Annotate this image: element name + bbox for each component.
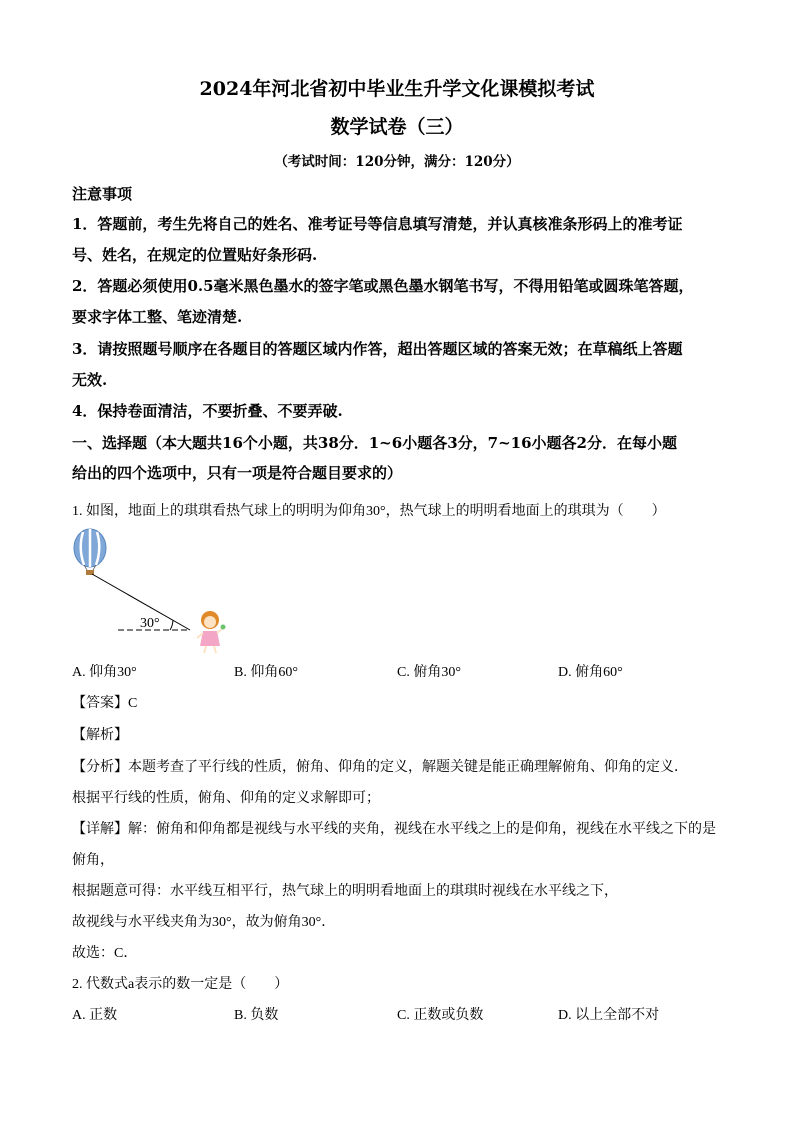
question-1-answer: 【答案】C bbox=[72, 696, 138, 711]
notice-item: 无效. bbox=[72, 371, 108, 389]
analysis-line: 根据题意可得：水平线互相平行，热气球上的明明看地面上的琪琪时视线在水平线之下， bbox=[72, 884, 618, 899]
analysis-line: 根据平行线的性质，俯角、仰角的定义求解即可； bbox=[72, 791, 380, 806]
question-2-option-d: D. 以上全部不对 bbox=[558, 1008, 660, 1023]
notice-item: 2．答题必须使用0.5毫米黑色墨水的签字笔或黑色墨水钢笔书写，不得用铅笔或圆珠笔答题， bbox=[72, 277, 694, 295]
angle-arc bbox=[170, 620, 173, 630]
analysis-line: 【详解】解：俯角和仰角都是视线与水平线的夹角，视线在水平线之上的是仰角，视线在水平线之下的是 bbox=[72, 822, 716, 837]
notice-heading: 注意事项 bbox=[72, 185, 133, 203]
question-1-figure bbox=[70, 528, 240, 658]
analysis-line: 俯角， bbox=[72, 853, 114, 868]
question-1-option-a: A. 仰角30° bbox=[72, 665, 137, 680]
notice-item: 3．请按照题号顺序在各题目的答题区域内作答，超出答题区域的答案无效；在草稿纸上答题 bbox=[72, 340, 683, 358]
section-heading: 一、选择题（本大题共16个小题，共38分．1~6小题各3分，7~16小题各2分．在每小题 bbox=[72, 434, 677, 452]
question-1-analysis-tag: 【解析】 bbox=[72, 728, 128, 743]
exam-subtitle: 数学试卷（三） bbox=[330, 116, 464, 138]
question-2-option-a: A. 正数 bbox=[72, 1008, 118, 1023]
angle-label: 30° bbox=[140, 616, 160, 631]
hot-air-balloon-icon bbox=[74, 529, 106, 575]
question-2-option-c: C. 正数或负数 bbox=[397, 1008, 484, 1023]
notice-item: 1．答题前，考生先将自己的姓名、准考证号等信息填写清楚，并认真核准条形码上的准考证 bbox=[72, 215, 683, 233]
question-1-option-d: D. 俯角60° bbox=[558, 665, 623, 680]
question-2-option-b: B. 负数 bbox=[234, 1008, 279, 1023]
notice-item: 4．保持卷面清洁，不要折叠、不要弄破. bbox=[72, 402, 343, 420]
girl-icon bbox=[197, 611, 226, 653]
question-1-stem: 1. 如图，地面上的琪琪看热气球上的明明为仰角30°，热气球上的明明看地面上的琪琪为（ ） bbox=[72, 504, 666, 519]
section-heading-cont: 给出的四个选项中，只有一项是符合题目要求的） bbox=[72, 464, 403, 482]
exam-info: （考试时间：120分钟，满分：120分） bbox=[274, 154, 520, 170]
analysis-line: 故选：C． bbox=[72, 946, 138, 961]
notice-item: 号、姓名，在规定的位置贴好条形码. bbox=[72, 246, 318, 264]
analysis-line: 故视线与水平线夹角为30°，故为俯角30°． bbox=[72, 915, 336, 930]
question-2-stem: 2. 代数式a表示的数一定是（ ） bbox=[72, 977, 289, 992]
analysis-line: 【分析】本题考查了平行线的性质，俯角、仰角的定义，解题关键是能正确理解俯角、仰角的定义． bbox=[72, 760, 688, 775]
question-1-option-b: B. 仰角60° bbox=[234, 665, 298, 680]
notice-item: 要求字体工整、笔迹清楚. bbox=[72, 308, 243, 326]
exam-title: 2024年河北省初中毕业生升学文化课模拟考试 bbox=[199, 78, 595, 100]
question-1-option-c: C. 俯角30° bbox=[397, 665, 461, 680]
